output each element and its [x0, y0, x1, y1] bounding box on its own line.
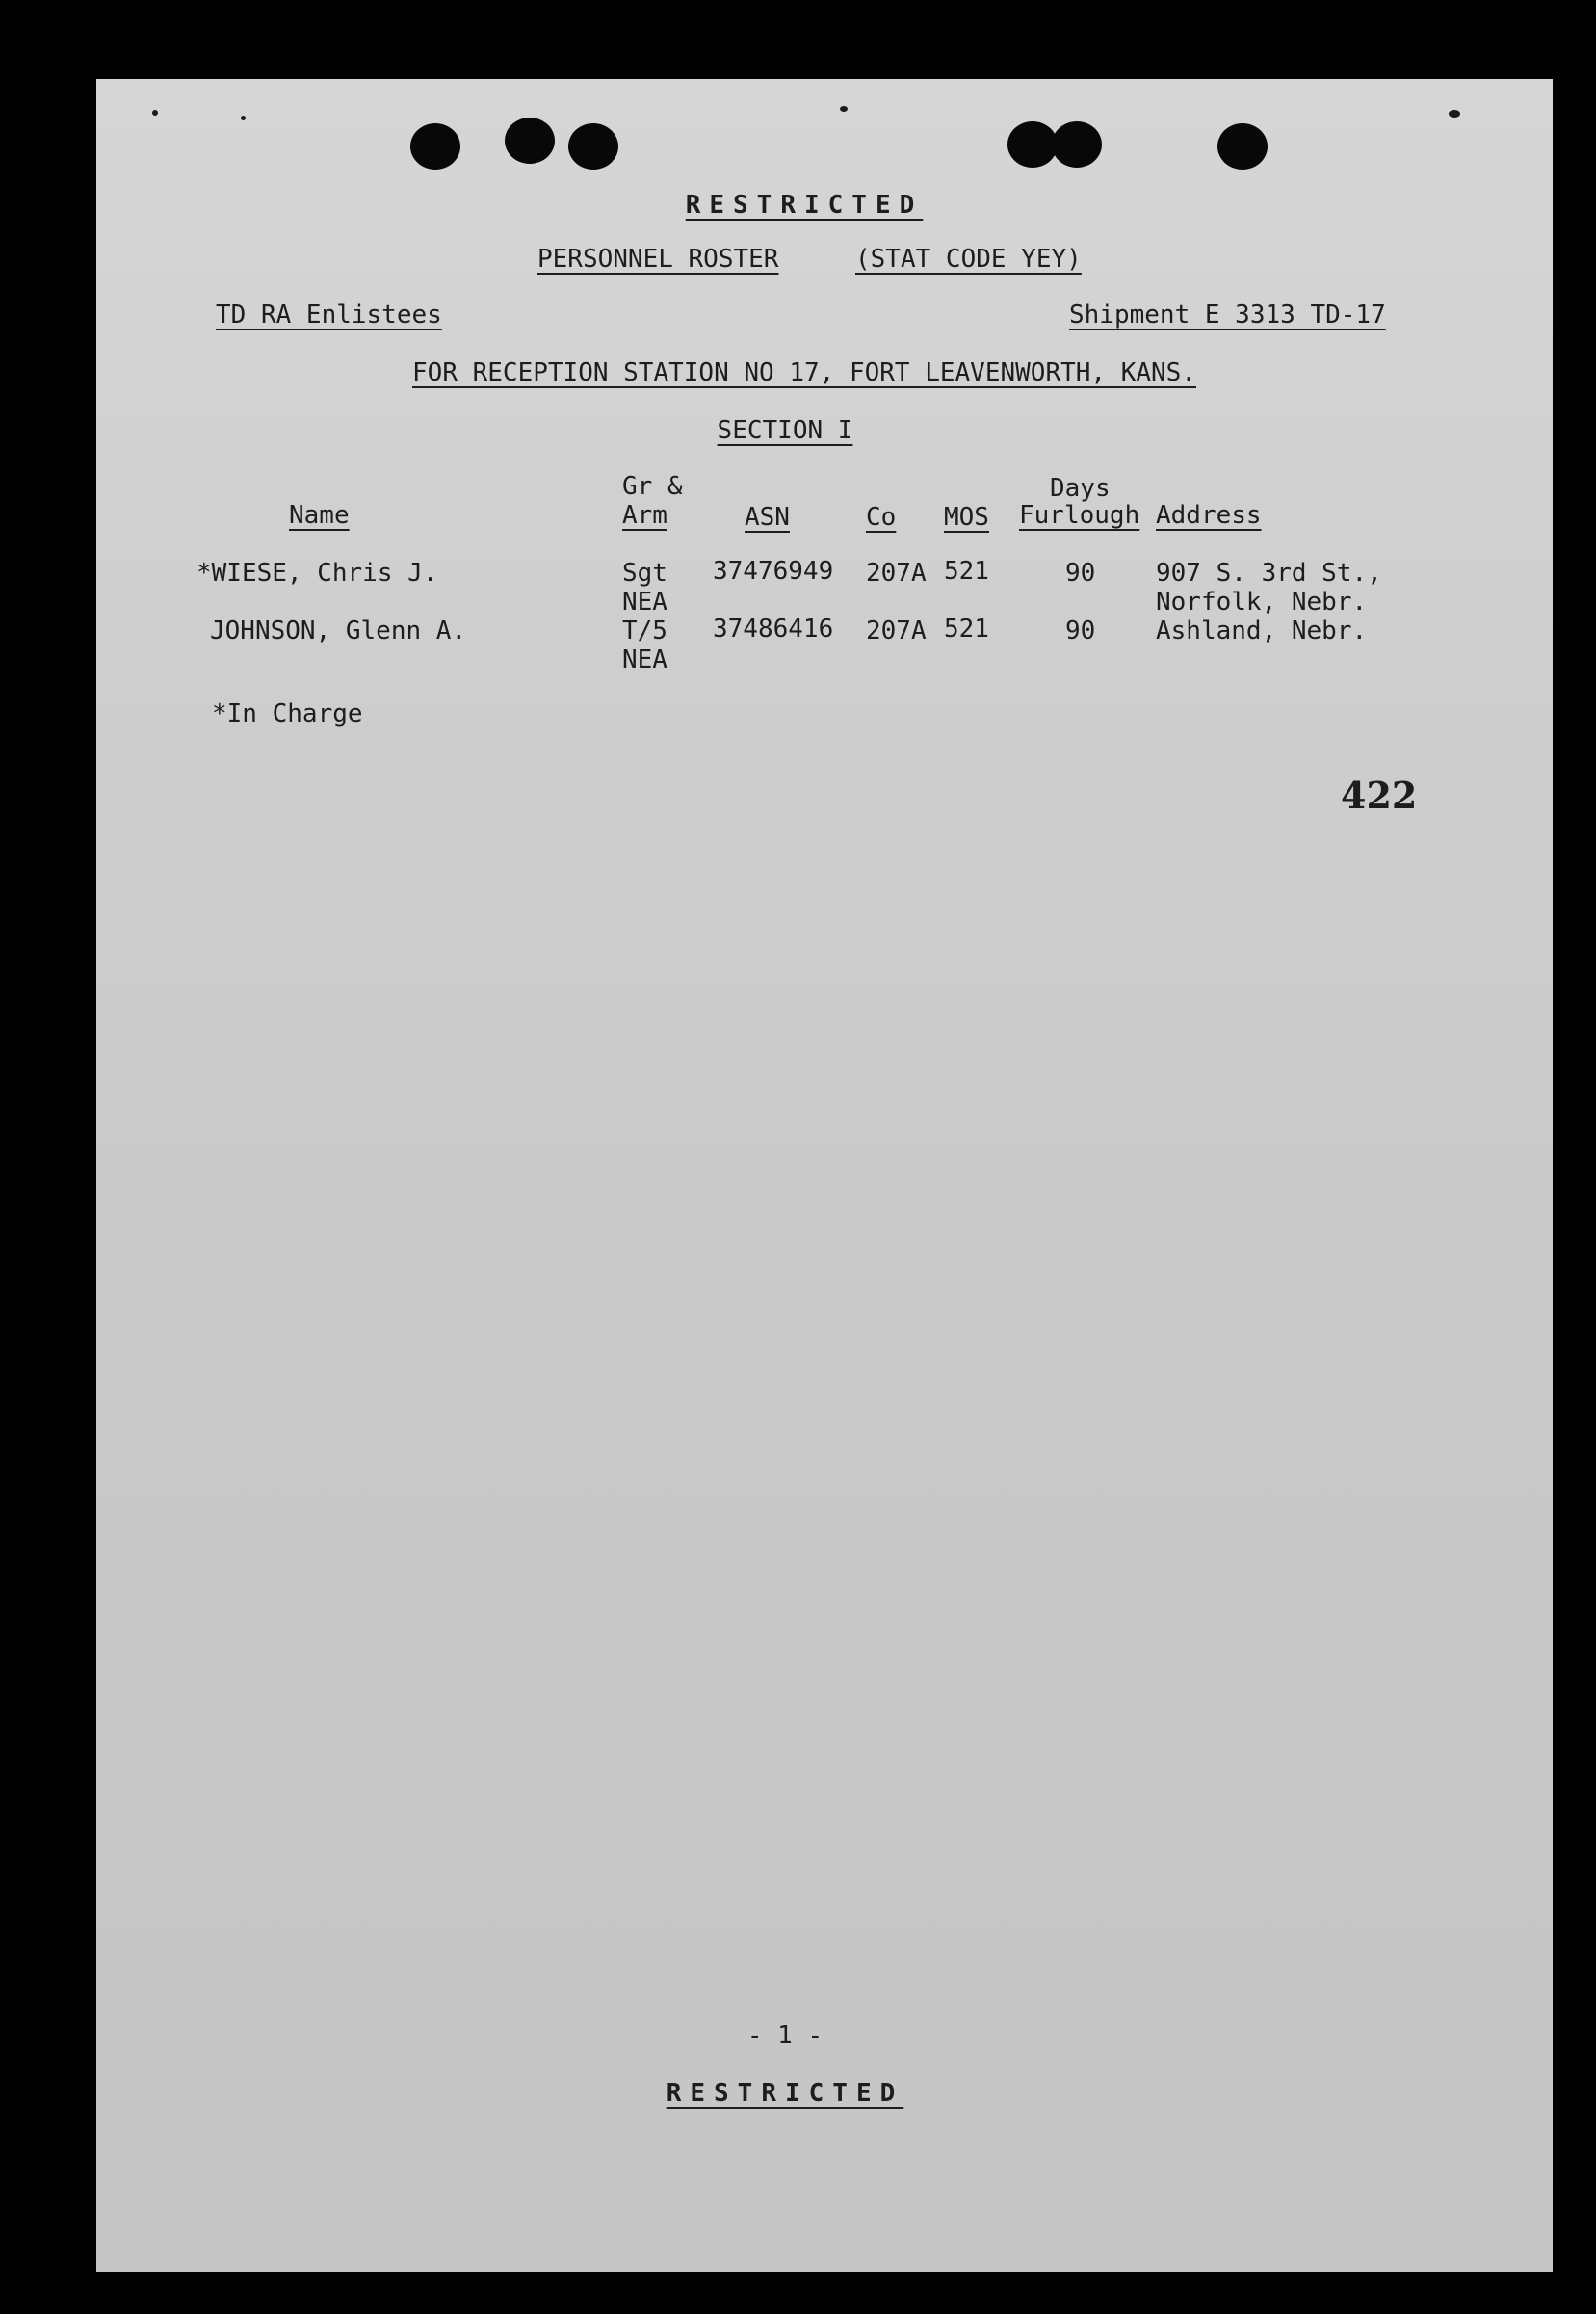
- shipment-label: Shipment E 3313 TD-17: [1069, 301, 1386, 329]
- restricted-header: RESTRICTED: [685, 191, 924, 220]
- row-2-asn: 37486416: [713, 615, 834, 644]
- punch-hole: [1007, 121, 1058, 168]
- row-2-name: JOHNSON, Glenn A.: [210, 617, 467, 645]
- col-days-line2: Furlough: [1019, 501, 1140, 530]
- punch-hole: [410, 123, 460, 170]
- row-2-grade: T/5: [622, 617, 667, 645]
- col-grade-line1: Gr &: [622, 472, 683, 501]
- row-2-arm: NEA: [622, 645, 667, 674]
- footnote: *In Charge: [212, 699, 363, 728]
- row-1-address-line1: 907 S. 3rd St.,: [1156, 559, 1382, 588]
- row-1-mos: 521: [944, 557, 989, 586]
- row-1-arm: NEA: [622, 588, 667, 617]
- row-1-co: 207A: [866, 559, 927, 588]
- paper-speck: [1449, 110, 1460, 118]
- section-title: SECTION I: [717, 416, 853, 445]
- stat-code: (STAT CODE YEY): [855, 245, 1082, 274]
- restricted-footer: RESTRICTED: [666, 2079, 904, 2108]
- row-1-address-line2: Norfolk, Nebr.: [1156, 588, 1368, 617]
- paper-speck: [152, 110, 158, 116]
- punch-hole: [1217, 123, 1268, 170]
- punch-hole: [1052, 121, 1102, 168]
- row-1-days: 90: [1065, 559, 1096, 588]
- col-address: Address: [1156, 501, 1262, 530]
- row-2-co: 207A: [866, 617, 927, 645]
- col-co: Co: [866, 503, 897, 532]
- row-1-asn: 37476949: [713, 557, 834, 586]
- col-asn: ASN: [745, 503, 790, 532]
- group-label: TD RA Enlistees: [216, 301, 442, 329]
- row-1-name: *WIESE, Chris J.: [196, 559, 438, 588]
- row-2-address-line1: Ashland, Nebr.: [1156, 617, 1368, 645]
- paper-speck: [840, 106, 848, 112]
- page-number: - 1 -: [746, 2021, 824, 2050]
- roster-title: PERSONNEL ROSTER: [537, 245, 779, 274]
- col-grade-line2: Arm: [622, 501, 667, 530]
- col-days-line1: Days: [1050, 474, 1111, 503]
- stamp-number: 422: [1341, 774, 1418, 817]
- document-page: [96, 79, 1553, 2272]
- paper-speck: [241, 116, 246, 120]
- col-mos: MOS: [944, 503, 989, 532]
- row-1-grade: Sgt: [622, 559, 667, 588]
- punch-hole: [505, 118, 555, 164]
- row-2-mos: 521: [944, 615, 989, 644]
- row-2-days: 90: [1065, 617, 1096, 645]
- col-name: Name: [289, 501, 350, 530]
- destination-line: FOR RECEPTION STATION NO 17, FORT LEAVENWORTH, KANS.: [412, 358, 1196, 387]
- punch-hole: [568, 123, 618, 170]
